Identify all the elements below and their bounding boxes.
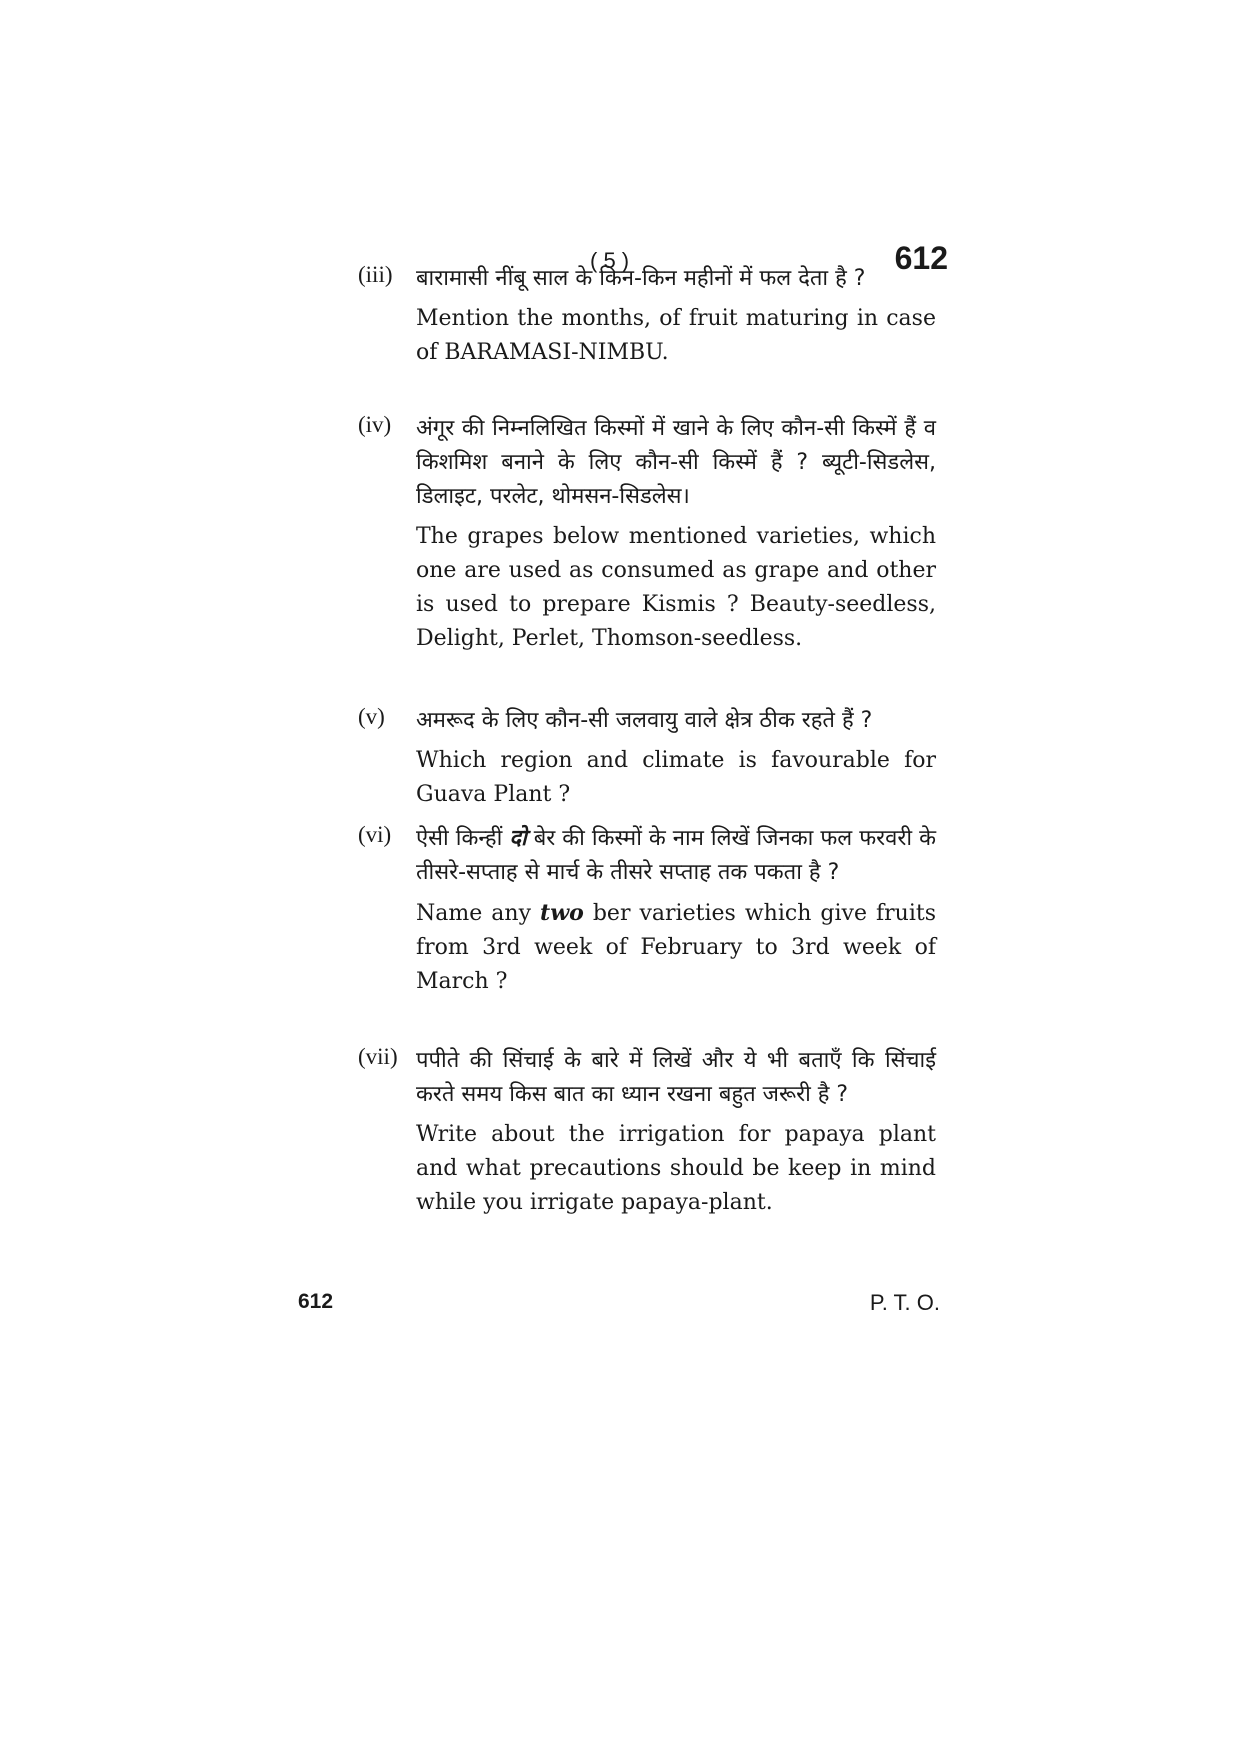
paper-code-header: 612	[894, 240, 948, 276]
question-text-hindi: ऐसी किन्हीं दो बेर की किस्मों के नाम लिखें जिनका फल फरवरी के तीसरे-सप्ताह से मार्च के तीसरे सप्ताह तक पकता है ?	[416, 826, 936, 885]
footer-pto: P. T. O.	[869, 1290, 940, 1315]
question-body	[416, 412, 936, 656]
question-text-hindi: बारामासी नींबू साल के किन-किन महीनों में फल देता है ?	[416, 266, 866, 291]
question-vi	[358, 822, 938, 999]
question-body	[416, 262, 936, 370]
question-number: (vi)	[358, 822, 392, 847]
question-text-hindi: पपीते की सिंचाई के बारे में लिखें और ये भी बताएँ कि सिंचाई करते समय किस बात का ध्यान रखना बहुत जरूरी है ?	[416, 1048, 936, 1107]
question-text-english: Which region and climate is favourable for Guava Plant ?	[416, 748, 936, 807]
question-v	[358, 704, 938, 812]
question-body	[416, 1044, 936, 1220]
question-text-english: Name any two ber varieties which give fruits from 3rd week of February to 3rd week of March ?	[416, 900, 936, 994]
question-number: (iv)	[358, 412, 392, 437]
emphasis-count: दो	[509, 826, 527, 851]
question-text-english: The grapes below mentioned varieties, which one are used as consumed as grape and other is used to prepare Kismis ? Beauty-seedless, Delight, Perlet, Thomson-seedless.	[416, 524, 936, 651]
question-text-hindi: अमरूद के लिए कौन-सी जलवायु वाले क्षेत्र ठीक रहते हैं ?	[416, 708, 873, 733]
emphasis-count: two	[540, 900, 584, 926]
question-text-english: Mention the months, of fruit maturing in case of BARAMASI-NIMBU.	[416, 306, 936, 365]
question-iii	[358, 262, 938, 370]
question-iv	[358, 412, 938, 656]
question-text-english: Write about the irrigation for papaya plant and what precautions should be keep in mind while you irrigate papaya-plant.	[416, 1122, 936, 1215]
footer-paper-code: 612	[298, 1290, 334, 1313]
question-text-hindi: अंगूर की निम्नलिखित किस्मों में खाने के लिए कौन-सी किस्में हैं व किशमिश बनाने के लिए कौन-सी किस्में हैं ? ब्यूटी-सिडलेस, डिलाइट, परलेट, थोमसन-सिडलेस।	[416, 416, 936, 509]
page-number: ( 5 )	[590, 248, 630, 273]
question-number: (v)	[358, 704, 385, 729]
question-body	[416, 704, 936, 812]
question-number: (iii)	[358, 262, 393, 287]
question-body	[416, 822, 936, 999]
question-vii	[358, 1044, 938, 1220]
question-number: (vii)	[358, 1044, 398, 1069]
